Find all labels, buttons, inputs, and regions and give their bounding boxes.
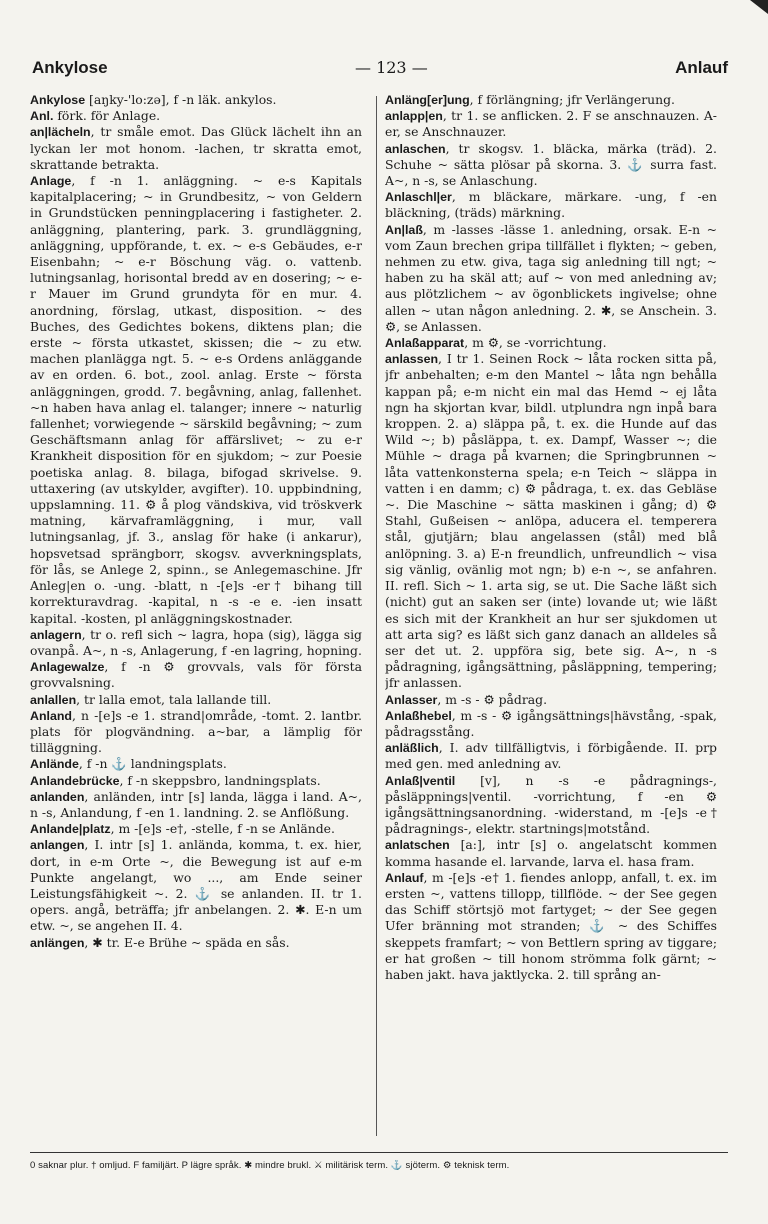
dictionary-entry: anlangen, I. intr [s] 1. anlända, komma, t. ex. hier, dort, in e-m Orte ~, die Bewegung ist auf e-m Punkte angelangt, wo ..., am Ende seiner Leistungsfähigkeit ~. 2. ⚓ se anlanden. II. tr 1. opers. angå, beträffa; jfr anbelangen. 2. ✱. E-n um etw. ~, se angehen II. 4. xyxy=(30,837,362,934)
entry-headword: Anlände xyxy=(30,757,79,772)
entry-headword: Anlaßhebel xyxy=(385,708,452,723)
dictionary-entry: Anlauf, m -[e]s -e† 1. fiendes anlopp, anfall, t. ex. im ersten ~, vattens tillopp, tillflöde. ~ der See gegen das Schiff störtsjö mot fartyget; ~ der See gegen Ufer bränning mot stranden; ⚓ ~ des Schiffes skeppets framfart; ~ von Bettlern spring av tiggare; er hat großen ~ till honom strömma folk gärnt; ~ haben jakt. hava jaktlycka. 2. till språng an- xyxy=(385,869,717,982)
dictionary-entry: Anlaßapparat, m ⚙, se -vorrichtung. xyxy=(385,335,607,351)
entry-headword: Anland xyxy=(30,708,72,723)
left-running-headword: Ankylose xyxy=(32,58,108,77)
dictionary-entry: anlapp|en, tr 1. se anflicken. 2. F se anschnauzen. A-er, se Anschnauzer. xyxy=(385,108,717,140)
dictionary-entry: Anlaschl|er, m bläckare, märkare. -ung, f -en bläckning, (träds) märkning. xyxy=(385,189,717,221)
dictionary-entry: Anl. förk. för Anlage. xyxy=(30,108,161,124)
entry-headword: anlängen xyxy=(30,935,85,950)
dictionary-entry: Anlande|platz, m -[e]s -e†, -stelle, f -n se Anlände. xyxy=(30,821,335,837)
dictionary-entry: Anlaß|ventil [v], n -s -e pådragnings-, påsläppnings|ventil. -vorrichtung, f -en ⚙ igångsättningsanordning. -widerstand, m -[e]s -e† pådragnings-, elektr. startnings|motstånd. xyxy=(385,772,717,837)
entry-headword: anlangen xyxy=(30,838,85,853)
entry-headword: Anlaschl|er xyxy=(385,190,452,205)
dictionary-entry: anlaschen, tr skogsv. 1. bläcka, märka (träd). 2. Schuhe ~ sätta plösar på skorna. 3. ⚓ surra fast. A~, n -s, se Anlaschung. xyxy=(385,140,717,189)
entry-headword: an|lächeln xyxy=(30,125,91,140)
dictionary-entry: anlatschen [a:], intr [s] o. angelatscht kommen komma hasande el. larvande, larva el. hasa fram. xyxy=(385,837,717,869)
entry-headword: Anl. xyxy=(30,109,54,124)
entry-headword: anlassen xyxy=(385,352,439,367)
dictionary-entry: anlagern, tr o. refl sich ~ lagra, hopa (sig), lägga sig ovanpå. A~, n -s, Anlagerung, f -en lagring, hopning. xyxy=(30,626,362,658)
entry-headword: Anlaß|ventil xyxy=(385,773,456,788)
dictionary-entry: an|lächeln, tr småle emot. Das Glück lächelt ihn an lyckan ler mot honom. -lachen, tr skratta emot, skrattande betrakta. xyxy=(30,124,362,172)
dictionary-entry: Anlasser, m -s - ⚙ pådrag. xyxy=(385,691,548,707)
entry-headword: Anlagewalze xyxy=(30,660,105,675)
dictionary-entry: Anlaßhebel, m -s - ⚙ igångsättnings|hävstång, -spak, pådragsstång. xyxy=(385,707,717,739)
dictionary-entry: Ankylose [aŋky-'lo:zə], f -n läk. ankylos. xyxy=(30,92,277,107)
entry-headword: An|laß xyxy=(385,222,423,237)
abbreviation-legend: 0 saknar plur. † omljud. F familjärt. P lägre språk. ✱ mindre brukl. ⚔ militärisk term. ⚓ sjöterm. ⚙ teknisk term. xyxy=(30,1160,510,1171)
dictionary-entry: Anlände, f -n ⚓ landningsplats. xyxy=(30,756,227,772)
right-column xyxy=(385,92,717,1142)
entry-headword: anlapp|en xyxy=(385,109,443,124)
entry-headword: Anlandebrücke xyxy=(30,773,120,788)
dictionary-entry: An|laß, m -lasses -lässe 1. anledning, orsak. E-n ~ vom Zaun brechen gripa tillfället i flykten; ~ geben, nehmen zu etw. giva, taga sig anledning till ngt; ~ haben zu ha skäl att; auf ~ von med anledning av; aus plötzlichem ~ av ögonblickets ingivelse; ohne allen ~ utan någon anledning. 2. ✱, se Anschein. 3. ⚙, se Anlassen. xyxy=(385,221,717,334)
column-divider xyxy=(376,96,377,1136)
entry-headword: Anläng[er]ung xyxy=(385,93,470,107)
page-number: — 123 — xyxy=(354,58,428,77)
entry-headword: anlaschen xyxy=(385,141,446,156)
dictionary-entry: Anlagewalze, f -n ⚙ grovvals, vals för första grovvalsning. xyxy=(30,659,362,691)
entry-headword: anläßlich xyxy=(385,741,439,756)
entry-headword: anlallen xyxy=(30,692,77,707)
dictionary-entry: Anland, n -[e]s -e 1. strand|område, -tomt. 2. lantbr. plats för plogvändning. a~bar, a lämplig för tilläggning. xyxy=(30,707,362,756)
page-header xyxy=(32,58,728,80)
entry-headword: Anlaßapparat xyxy=(385,336,465,351)
entry-headword: Anlage xyxy=(30,174,72,189)
dictionary-entry: Anläng[er]ung, f förlängning; jfr Verlängerung. xyxy=(385,92,675,107)
entry-headword: anlanden xyxy=(30,789,85,804)
dictionary-entry: anlanden, anländen, intr [s] landa, lägga i land. A~, n -s, Anlandung, f -en 1. landning. 2. se Anflößung. xyxy=(30,788,362,820)
right-running-headword: Anlauf xyxy=(675,58,728,77)
dictionary-entry: Anlage, f -n 1. anläggning. ~ e-s Kapitals kapitalplacering; ~ in Grundbesitz, ~ von Geldern in Grundstücken penningplacering i fastigheter. 2. anläggning, plantering, park. 3. grundläggning, anläggning, uppförande, t. ex. ~ e-s Gebäudes, e-r Eisenbahn; ~ e-r Böschung väg. o. vattenb. lutningsanlag, horisontal bredd av en dosering; ~ e-r Mauer im Grund grundyta för en mur. 4. anordning, förslag, utkast, disposition. ~ des Buches, des Gedichtes bokens, diktens plan; die erste ~ första utkastet, skissen; die ~ zu etw. machen planlägga ngt. 5. ~ e-s Ordens anläggande av en orden. 6. bot., zool. anlag. Erste ~ första anläggningen, grodd. 7. begåvning, anlag, fallenhet. ~n haben hava anlag el. talanger; innere ~ naturlig fallenhet; vorwiegende ~ särskild begåvning; ~ zum Geschäftsmann anlag för affärslivet; ~ zu e-r Krankheit disposition för en sjukdom; ~ zur Poesie poetiska anlag. 8. bilaga, bifogad skrivelse. 9. uttaxering (av utskylder, avgifter). 10. uppbindning, uppslamning. 11. ⚙ å plog vändskiva, vid tröskverk matning, kärvaframläggning, i mur, vall lutningsanlag, jf. 3., anslag för hake (i ankarur), hopsvetsad sprängborr, skogsv. avverkningsplats, för lås, se Anlege 2, spinn., se Anlegemaschine. Jfr Anleg|en o. -ung. -blatt, n -[e]s -er† bihang till korrekturavdrag. -kapital, n -s -e e. -ien insatt kapital. -kosten, pl anläggningskostnader. xyxy=(30,173,362,626)
left-column xyxy=(30,92,362,1142)
dictionary-entry: anlallen, tr lalla emot, tala lallande till. xyxy=(30,691,272,707)
entry-headword: Anlasser xyxy=(385,692,438,707)
entry-headword: Anlauf xyxy=(385,870,424,885)
entry-headword: anlatschen xyxy=(385,838,450,853)
dictionary-entry: anläßlich, I. adv tillfälligtvis, i förbigående. II. prp med gen. med anledning av. xyxy=(385,740,717,772)
entry-headword: anlagern xyxy=(30,627,82,642)
page-corner-mark xyxy=(750,0,768,14)
footer-rule xyxy=(30,1152,728,1153)
dictionary-entry: anlängen, ✱ tr. E-e Brühe ~ späda en sås. xyxy=(30,934,290,950)
entry-headword: Anlande|platz xyxy=(30,822,111,837)
dictionary-entry: Anlandebrücke, f -n skeppsbro, landningsplats. xyxy=(30,772,321,788)
entry-headword: Ankylose xyxy=(30,93,86,107)
dictionary-entry: anlassen, I tr 1. Seinen Rock ~ låta rocken sitta på, jfr anbehalten; e-m den Mantel ~ låta ngn behålla kappan på; e-m nicht ein mal das Hemd ~ ej låta ngn ha skjortan kvar, bildl. utplundra ngn inpå bara kroppen. 2. a) släppa på, t. ex. die Hunde auf das Wild ~; b) påsläppa, t. ex. Dampf, Wasser ~; die Mühle ~ draga på kvarnen; die Springbrunnen ~ låta vattenkonsterna spela; e-n Teich ~ släppa in vatten i en damm; c) ⚙ pådraga, t. ex. das Gebläse ~. Die Maschine ~ sätta maskinen i gång; d) ⚙ Stahl, Gußeisen ~ anlöpa, aducera el. temperera stål, gjutjärn; blau angelassen (stål) med blå anlöpning. 3. a) E-n freundlich, unfreundlich ~ visa sig vänlig, ovänlig mot ngn; b) e-n ~, se anfahren. II. refl. Sich ~ 1. arta sig, se ut. Die Sache läßt sich (nicht) gut an saken ser (inte) lovande ut; wie läßt es sich mit der Krankheit an hur ser sjukdomen ut att arta sig? es läßt sich ganz danach an alldeles så ser det ut. 2. uppföra sig, bete sig. A~, n -s pådragning, igångsättning, påsläppning, tempering; jfr anlassen. xyxy=(385,351,717,691)
